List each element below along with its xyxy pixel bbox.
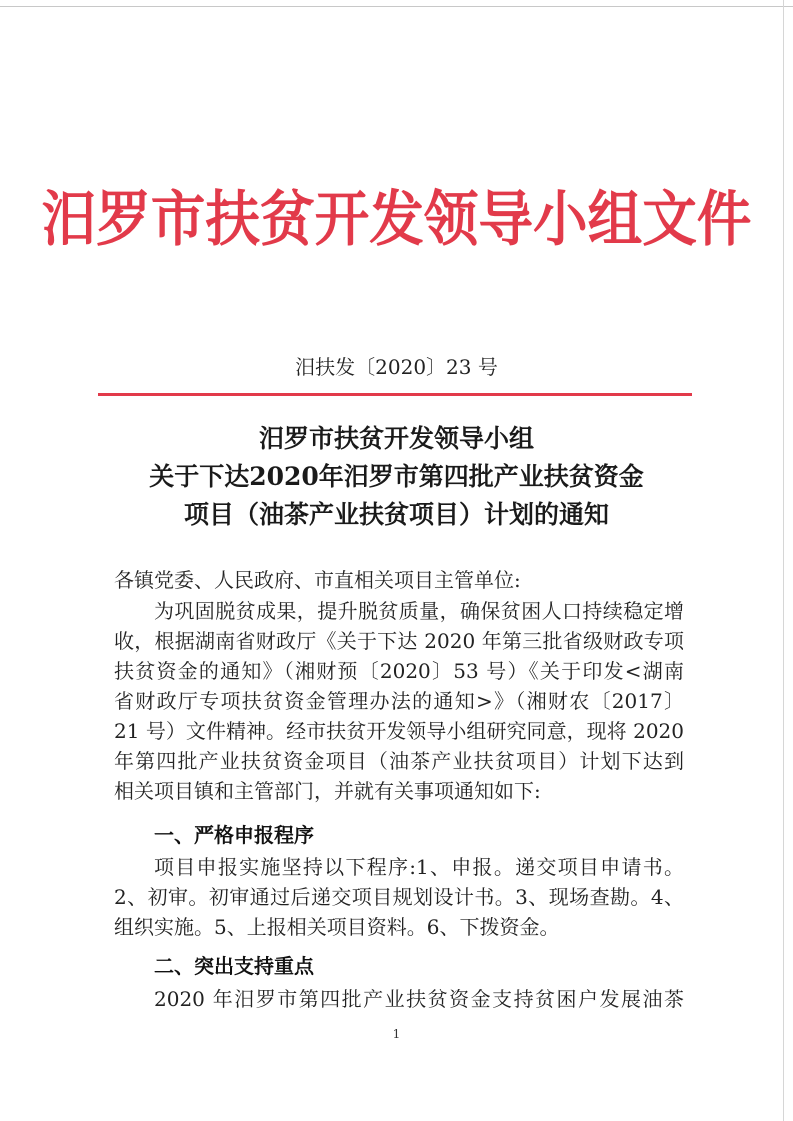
paragraph-line: 扶贫资金的通知》（湘财预〔2020〕53 号）《关于印发<湖南	[114, 659, 684, 683]
salutation: 各镇党委、人民政府、市直相关项目主管单位:	[114, 568, 521, 592]
paragraph-line: 年第四批产业扶贫资金项目（油茶产业扶贫项目）计划下达到	[114, 749, 684, 773]
title-line-3: 项目（油茶产业扶贫项目）计划的通知	[183, 500, 609, 529]
title-line-2: 关于下达2020年汨罗市第四批产业扶贫资金	[149, 462, 644, 491]
paragraph-line: 相关项目镇和主管部门，并就有关事项通知如下:	[114, 779, 541, 803]
scan-top-edge	[0, 6, 793, 7]
letterhead-title: 汨罗市扶贫开发领导小组文件	[41, 185, 752, 255]
paragraph-line: 21 号）文件精神。经市扶贫开发领导小组研究同意，现将 2020	[114, 719, 684, 743]
section-heading-2: 二、突出支持重点	[154, 954, 314, 978]
paragraph-line: 省财政厅专项扶贫资金管理办法的通知>》（湘财农〔2017〕	[114, 689, 684, 713]
scan-right-edge	[783, 0, 784, 1121]
paragraph-line: 2、初审。初审通过后递交项目规划设计书。3、现场查勘。4、	[114, 885, 684, 909]
page-number: 1	[392, 1027, 401, 1041]
section-heading-1: 一、严格申报程序	[154, 823, 314, 847]
section2-paragraph	[114, 984, 684, 1014]
intro-paragraph	[114, 596, 684, 806]
red-divider-line	[98, 393, 692, 396]
notice-title	[0, 420, 793, 534]
title-line-1: 汨罗市扶贫开发领导小组	[258, 424, 534, 453]
paragraph-line: 2020 年汨罗市第四批产业扶贫资金支持贫困户发展油茶	[154, 987, 684, 1011]
paragraph-line: 收，根据湖南省财政厅《关于下达 2020 年第三批省级财政专项	[114, 629, 684, 653]
paragraph-line: 为巩固脱贫成果，提升脱贫质量，确保贫困人口持续稳定增	[154, 599, 684, 623]
section1-paragraph	[114, 852, 684, 942]
paragraph-line: 项目申报实施坚持以下程序:1、申报。递交项目申请书。	[154, 855, 684, 879]
document-number: 汨扶发〔2020〕23 号	[295, 355, 498, 379]
paragraph-line: 组织实施。5、上报相关项目资料。6、下拨资金。	[114, 915, 560, 939]
